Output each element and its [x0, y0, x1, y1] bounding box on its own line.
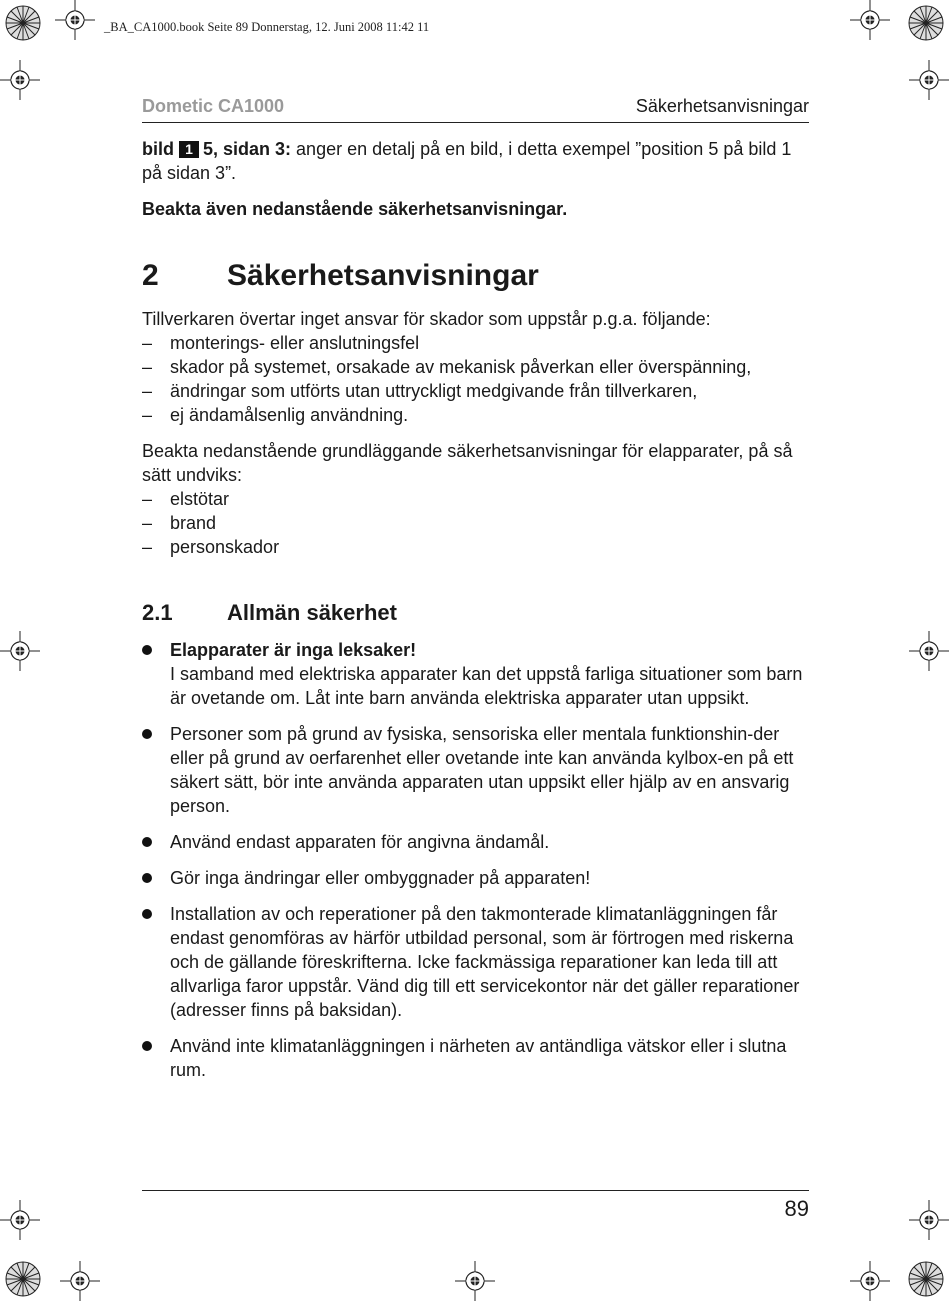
- bullet-icon: [142, 837, 152, 847]
- book-slug: _BA_CA1000.book Seite 89 Donnerstag, 12. Juni 2008 11:42 11: [104, 20, 430, 34]
- header-section-name: Säkerhetsanvisningar: [635, 96, 809, 116]
- crosshair-mark-icon: [0, 631, 40, 671]
- safety-bullets: [142, 638, 812, 1082]
- subsection-heading: [142, 599, 812, 627]
- crosshair-mark-icon: [909, 60, 949, 100]
- section-title: Säkerhetsanvisningar: [227, 259, 539, 292]
- bullet-icon: [142, 1041, 152, 1051]
- star-mark-icon: [909, 1262, 943, 1296]
- section-number: 2: [142, 259, 159, 292]
- figure-reference-note: [142, 137, 812, 185]
- crosshair-mark-icon: [850, 0, 890, 40]
- running-header: [142, 94, 809, 123]
- safety-note: Beakta även nedanstående säkerhetsanvisningar.: [142, 199, 568, 219]
- list-item: [142, 902, 812, 1022]
- crosshair-mark-icon: [55, 0, 95, 40]
- list-item: [142, 722, 812, 818]
- bullet-text: Använd inte klimatanläggningen i närheten av antändliga vätskor eller i slutna rum.: [170, 1036, 787, 1080]
- list-item: – brand: [142, 511, 812, 535]
- star-mark-icon: [6, 1262, 40, 1296]
- section-heading: [142, 258, 812, 294]
- bullet-icon: [142, 645, 152, 655]
- list-item: – skador på systemet, orsakade av mekanisk påverkan eller överspänning,: [142, 355, 812, 379]
- list-item: [142, 830, 812, 854]
- list-item: – monterings- eller anslutningsfel: [142, 331, 812, 355]
- bullet-icon: [142, 729, 152, 739]
- liability-list: [142, 331, 812, 427]
- list-item: – ändringar som utförts utan uttryckligt medgivande från tillverkaren,: [142, 379, 812, 403]
- footer-rule: [142, 1190, 809, 1191]
- crosshair-mark-icon: [0, 60, 40, 100]
- crosshair-mark-icon: [0, 1200, 40, 1240]
- list-item: – personskador: [142, 535, 812, 559]
- subsection-number: 2.1: [142, 600, 173, 625]
- list-item: – ej ändamålsenlig användning.: [142, 403, 812, 427]
- list-item: [142, 866, 812, 890]
- ref-bold-post: 5, sidan 3:: [203, 139, 292, 159]
- ref-text: anger en detalj på en bild, i detta exempel ”position 5 på bild 1 på sidan 3”.: [142, 139, 792, 183]
- crosshair-mark-icon: [455, 1261, 495, 1301]
- bullet-icon: [142, 909, 152, 919]
- crosshair-mark-icon: [850, 1261, 890, 1301]
- liability-lead: Tillverkaren övertar inget ansvar för skador som uppstår p.g.a. följande:: [142, 309, 711, 329]
- risk-list: [142, 487, 812, 559]
- safety-lead: Beakta nedanstående grundläggande säkerhetsanvisningar för elapparater, på så sätt undviks:: [142, 441, 793, 485]
- bullet-text: Använd endast apparaten för angivna ändamål.: [170, 832, 550, 852]
- subsection-title: Allmän säkerhet: [227, 600, 397, 625]
- bullet-text: Gör inga ändringar eller ombyggnader på apparaten!: [170, 868, 591, 888]
- list-item: [142, 1034, 812, 1082]
- crosshair-mark-icon: [909, 631, 949, 671]
- bullet-icon: [142, 873, 152, 883]
- star-mark-icon: [6, 6, 40, 40]
- page-content: [142, 137, 812, 1082]
- bullet-text: Installation av och reperationer på den takmonterade klimatanläggningen får endast genomföras av härför utbildad personal, som är förtrogen med riskerna och de gällande föreskrifterna. Icke fackmässiga reparationer kan leda till att allvarliga faror uppstår. Vänd dig till ett servicekontor när det gäller reparationer (adresser finns på baksidan).: [170, 904, 800, 1020]
- ref-bold-pre: bild: [142, 139, 174, 159]
- figure-number-box: 1: [179, 141, 199, 158]
- star-mark-icon: [909, 6, 943, 40]
- page-number: 89: [784, 1196, 809, 1221]
- bullet-bold: Elapparater är inga leksaker!: [170, 640, 417, 660]
- brand-name: Dometic CA1000: [142, 96, 285, 116]
- list-item: – elstötar: [142, 487, 812, 511]
- crosshair-mark-icon: [60, 1261, 100, 1301]
- bullet-text: Personer som på grund av fysiska, sensoriska eller mentala funktionshin-der eller på grund av oerfarenhet eller ovetande inte kan använda kylbox-en på ett säkert sätt, bör inte använda apparaten utan uppsikt eller hjälp av en ansvarig person.: [170, 724, 794, 816]
- list-item: [142, 638, 812, 710]
- crosshair-mark-icon: [909, 1200, 949, 1240]
- bullet-text: I samband med elektriska apparater kan det uppstå farliga situationer som barn är ovetande om. Låt inte barn använda elektriska apparater utan uppsikt.: [170, 664, 803, 708]
